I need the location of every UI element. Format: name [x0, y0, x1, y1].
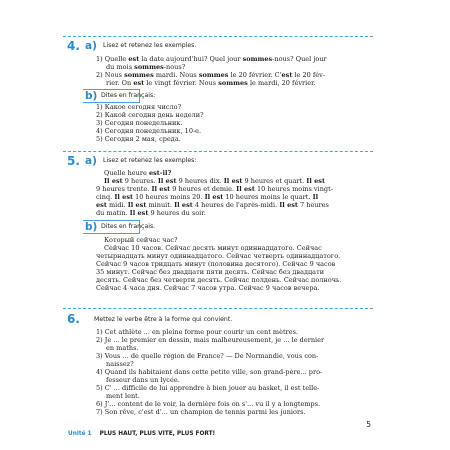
ex6-line-1: 1) Cet athlète ... en pleine forme pour courir un cent mètres. — [96, 328, 299, 336]
ex5a-line-4: cinq. Il est 10 heures moins 20. Il est 10 heures moins le quart. Il — [96, 193, 319, 201]
exercise-4b-letter: b) — [85, 90, 98, 102]
exercise-4a-instruction: Lisez et retenez les exemples. — [103, 42, 197, 49]
ex4b-line-5: 5) Сегодня 2 мая, среда. — [96, 135, 181, 143]
ex5a-line-2: Il est 9 heures. Il est 9 heures dix. Il est 9 heures et quart. Il est — [104, 177, 325, 185]
footer-unit: Unité 1 — [68, 431, 92, 437]
exercise-4b-instruction: Dites en français: — [101, 92, 156, 99]
ex6-line-5: naissez? — [106, 360, 134, 368]
ex6-line-2: 2) Je ... le premier en dessin, mais malheureusement, je ... le dernier — [96, 336, 325, 344]
ex4a-line-3: 2) Nous sommes mardi. Nous sommes le 20 février. C'est le 20 fév- — [96, 71, 326, 79]
ex5b-line-3: четырнадцать минут одиннадцатого. Сейчас четверть одиннадцатого. — [96, 252, 341, 260]
ex4a-line-1: 1) Quelle est la date aujourd'hui? Quel jour sommes-nous? Quel jour — [96, 55, 327, 63]
ex5a-line-3: 9 heures trente. Il est 9 heures et demie. Il est 10 heures moins vingt- — [96, 185, 333, 193]
ex6-line-3: en maths. — [106, 344, 139, 352]
exercise-4-number: 4. — [67, 39, 80, 53]
ex6-line-6: 4) Quand ils habitaient dans cette petite ville, son grand-père... pro- — [96, 368, 323, 376]
ex5a-line-1: Quelle heure est-il? — [104, 169, 172, 177]
exercise-5b-instruction: Dites en français. — [101, 223, 156, 230]
page-number: 5 — [366, 420, 371, 429]
exercise-4a-letter: a) — [85, 40, 97, 52]
ex6-line-8: 5) C' ... difficile de lui apprendre à bien jouer au basket, il est telle- — [96, 384, 320, 392]
ex6-line-9: ment lent. — [106, 392, 140, 400]
ex6-line-11: 7) Son rêve, c'est d'... un champion de tennis parmi les juniors. — [96, 408, 306, 416]
ex4b-line-4: 4) Сегодня понедельник, 10-е. — [96, 127, 202, 135]
ex5b-line-1: Который сейчас час? — [104, 236, 178, 244]
exercise-6-instruction: Mettez le verbe être à la forme qui convient. — [94, 316, 233, 323]
ex4b-line-3: 3) Сегодня понедельник. — [96, 119, 183, 127]
exercise-5-number: 5. — [67, 154, 80, 168]
ex4b-line-2: 2) Какой сегодня день недели? — [96, 111, 204, 119]
footer-chapter: PLUS HAUT, PLUS VITE, PLUS FORT! — [99, 431, 216, 437]
ex5b-line-4: Сейчас 9 часов тридцать минут (половина десятого). Сейчас 9 часов — [96, 260, 336, 268]
exercise-5a-letter: a) — [85, 155, 97, 167]
exercise-6-rule — [63, 308, 373, 309]
ex5a-line-6: du matin. Il est 9 heures du soir. — [96, 209, 206, 217]
ex6-line-10: 6) J'... content de le voir, la dernière fois on s'... vu il y a longtemps. — [96, 400, 321, 408]
exercise-6-number: 6. — [67, 312, 80, 326]
ex4a-line-2: du mois sommes-nous? — [106, 63, 186, 71]
ex6-line-4: 3) Vous ... de quelle région de France? — De Normandie, vous con- — [96, 352, 319, 360]
ex5b-line-6: десять. Сейчас без четверти десять. Сейчас полдень. Сейчас полночь. — [96, 276, 342, 284]
exercise-5a-instruction: Lisez et retenez les exemples: — [103, 157, 197, 164]
ex4b-line-1: 1) Какое сегодня число? — [96, 103, 182, 111]
ex5b-line-7: Сейчас 4 часа дня. Сейчас 7 часов утра. Сейчас 9 часов вечера. — [96, 284, 320, 292]
ex5b-line-2: Сейчас 10 часов. Сейчас десять минут одиннадцатого. Сейчас — [104, 244, 322, 252]
ex6-line-7: fesseur dans un lycée. — [106, 376, 180, 384]
ex4a-line-4: rier. On est le vingt février. Nous sommes le mardi, 20 février. — [106, 79, 316, 87]
page-footer — [68, 431, 215, 437]
exercise-5b-letter: b) — [85, 221, 98, 233]
ex5a-line-5: est midi. Il est minuit. Il est 4 heures de l'après-midi. Il est 7 heures — [96, 201, 329, 209]
ex5b-line-5: 35 минут. Сейчас без двадцати пяти десять. Сейчас без двадцати — [96, 268, 325, 276]
exercise-4-rule — [63, 36, 373, 37]
exercise-5-rule — [63, 151, 373, 152]
